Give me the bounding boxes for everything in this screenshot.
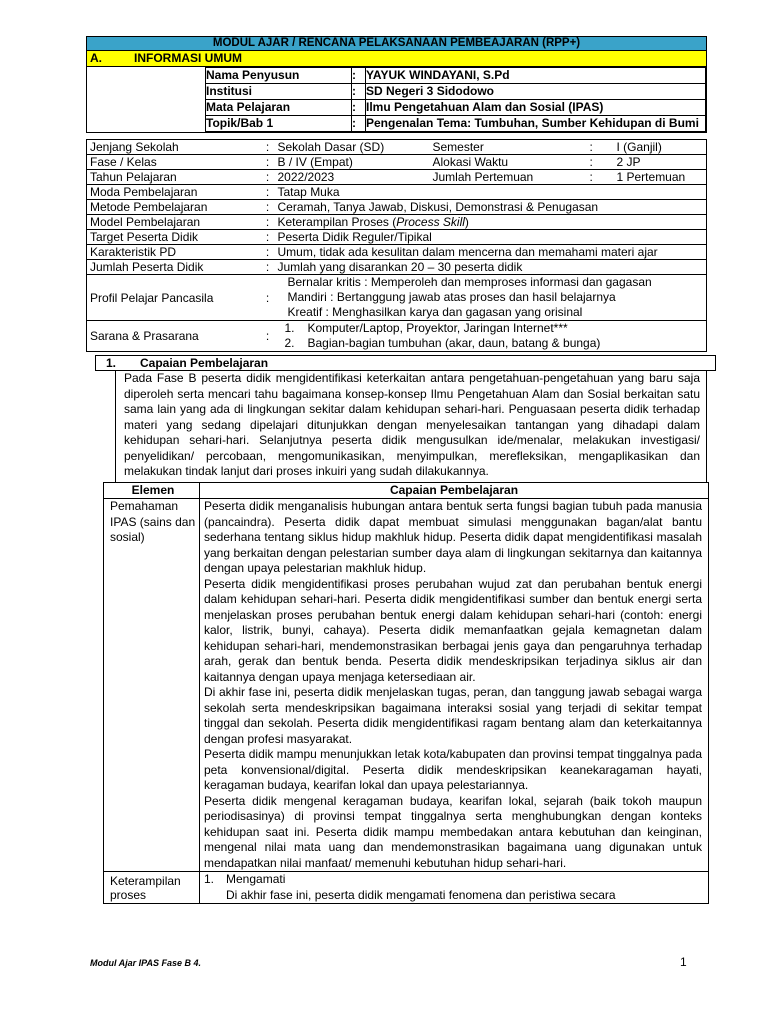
page-number: 1	[680, 955, 687, 969]
capaian-cell: Peserta didik menganalisis hubungan antara bentuk serta fungsi bagian tubuh pada manusia (pancaindra). Peserta didik dapat membuat simulasi menggunakan bagan/alat bantu sederhana tentang siklus hidup makhluk hidup. Peserta didik dapat mengidentifikasi masalah yang berkaitan dengan pelestarian sumber daya alam di lingkungan sekitarnya dan kaitannya dengan upaya pelestarian makhluk hidup. Peserta didik mengidentifikasi proses perubahan wujud zat dan perubahan bentuk energi dalam kehidupan sehari-hari. Peserta didik mengidentifikasi sumber dan bentuk energi serta menjelaskan proses perubahan bentuk energi dalam kehidupan sehari-hari (contoh: energi kalor, listrik, bunyi, cahaya). Peserta didik memanfaatkan gejala kemagnetan dalam kehidupan sehari-hari, mendemonstrasikan berbagai jenis gaya dan pengaruhnya terhadap arah, gerak dan bentuk benda. Peserta didik mendeskripsikan terjadinya siklus air dan kaitannya dengan upaya menjaga ketersediaan air. Di akhir fase ini, peserta didik menjelaskan tugas, peran, dan tanggung jawab sebagai warga sekolah serta mendeskripsikan bagaimana interaksi sosial yang terjadi di sekitar tempat tinggal dan sekolah. Peserta didik mengidentifikasi ragam bentang alam dan keterkaitannya dengan profesi masyarakat. Peserta didik mampu menunjukkan letak kota/kabupaten dan provinsi tempat tinggalnya pada peta konvensional/digital. Peserta didik mendeskripsikan keanekaragaman hayati, keragaman budaya, kearifan lokal dan upaya pelestariannya. Peserta didik mengenal keragaman budaya, kearifan lokal, sejarah (baik tokoh maupun periodisasinya) di provinsi tempat tinggalnya serta menghubungkan dengan konteks kehidupan saat ini. Peserta didik mampu membedakan antara kebutuhan dan keinginan, mengenal nilai mata uang dan mendemonstrasikan bagaimana uang digunakan untuk mendapatkan nilai manfaat/ memenuhi kebutuhan hidup sehari-hari.	[200, 499, 709, 872]
info-row-karakteristik: Karakteristik PD : Umum, tidak ada kesulitan dalam mencerna dan memahami materi ajar	[87, 245, 707, 260]
topic-name: Pengenalan Tema: Tumbuhan, Sumber Kehidupan di Bumi	[366, 116, 706, 132]
info-row-tahun: Tahun Pelajaran : 2022/2023 Jumlah Pertemuan : 1 Pertemuan	[87, 170, 707, 185]
table-row	[104, 499, 709, 872]
info-row-model: Model Pembelajaran : Keterampilan Proses (Process Skill)	[87, 215, 707, 230]
identity-row: Institusi : SD Negeri 3 Sidodowo	[206, 84, 706, 100]
elemen-cell: Pemahaman IPAS (sains dan sosial)	[104, 499, 200, 872]
elemen-cell: Keterampilan proses	[104, 872, 200, 904]
capaian-heading	[95, 355, 716, 371]
info-row-moda: Moda Pembelajaran : Tatap Muka	[87, 185, 707, 200]
table-row	[104, 872, 709, 904]
identity-row: Topik/Bab 1 : Pengenalan Tema: Tumbuhan, Sumber Kehidupan di Bumi	[206, 116, 706, 132]
sarana-item: 2. Bagian-bagian tumbuhan (akar, daun, batang & bunga)	[284, 336, 601, 350]
info-row-sarana: Sarana & Prasarana : 1. Komputer/Laptop, Proyektor, Jaringan Internet*** 2. Bagian-bagian tumbuhan (akar, daun, batang & bunga)	[87, 321, 707, 352]
capaian-cell: 1. Mengamati Di akhir fase ini, peserta didik mengamati fenomena dan peristiwa secara	[200, 872, 709, 904]
info-row-metode: Metode Pembelajaran : Ceramah, Tanya Jawab, Diskusi, Demonstrasi & Penugasan	[87, 200, 707, 215]
column-header-elemen: Elemen	[104, 483, 200, 499]
profil-item: Mandiri : Bertanggung jawab atas proses dan hasil belajarnya	[287, 290, 616, 304]
capaian-number: 1.	[106, 356, 117, 370]
author-name: YAYUK WINDAYANI, S.Pd	[366, 68, 706, 84]
capaian-title: Capaian Pembelajaran	[140, 356, 269, 370]
section-a-heading	[87, 51, 707, 67]
section-a-number: A.	[90, 51, 102, 65]
identity-block	[87, 67, 707, 133]
capaian-paragraph: Pada Fase B peserta didik mengidentifikasi keterkaitan antara pengetahuan-pengetahuan yang baru saja diperoleh serta mencari tahu bagaimana konsep-konsep Ilmu Pengetahuan Alam dan Sosial berkaitan satu sama lain yang ada di lingkungan sekitar dalam kehidupan sehari-hari. Penguasaan peserta didik terhadap materi yang sedang dipelajari ditunjukkan dengan menyelesaikan tantangan yang dihadapi dalam kehidupan sehari-hari. Selanjutnya peserta didik mengusulkan ide/menalar, melakukan investigasi/ penyelidikan/ percobaan, mengomunikasikan, menyimpulkan, merefleksikan, mengaplikasikan dan melakukan tindak lanjut dari proses inkuiri yang sudah dilakukannya.	[115, 371, 707, 483]
document-title: MODUL AJAR / RENCANA PELAKSANAAN PEMBEAJARAN (RPP+)	[87, 37, 707, 51]
column-header-capaian: Capaian Pembelajaran	[200, 483, 709, 499]
info-row-fase: Fase / Kelas : B / IV (Empat) Alokasi Waktu : 2 JP	[87, 155, 707, 170]
profil-item: Bernalar kritis : Memperoleh dan memproses informasi dan gagasan	[287, 275, 652, 289]
info-row-profil: Profil Pelajar Pancasila : Bernalar kritis : Memperoleh dan memproses informasi dan gagasan Mandiri : Bertanggung jawab atas proses dan hasil belajarnya Kreatif : Menghasilkan karya dan gagasan yang orisinal	[87, 275, 707, 321]
header-table	[86, 36, 707, 133]
info-row-target: Target Peserta Didik : Peserta Didik Reguler/Tipikal	[87, 230, 707, 245]
identity-row: Mata Pelajaran : Ilmu Pengetahuan Alam dan Sosial (IPAS)	[206, 100, 706, 116]
sarana-item: 1. Komputer/Laptop, Proyektor, Jaringan Internet***	[284, 321, 568, 335]
footer-text: Modul Ajar IPAS Fase B 4.	[90, 958, 202, 968]
subject-name: Ilmu Pengetahuan Alam dan Sosial (IPAS)	[366, 100, 706, 116]
institution-name: SD Negeri 3 Sidodowo	[366, 84, 706, 100]
general-info-table	[86, 139, 707, 352]
info-row-jumlah: Jumlah Peserta Didik : Jumlah yang disarankan 20 – 30 peserta didik	[87, 260, 707, 275]
elemen-table	[103, 482, 709, 904]
info-row-jenjang: Jenjang Sekolah : Sekolah Dasar (SD) Semester : I (Ganjil)	[87, 140, 707, 155]
section-a-label: INFORMASI UMUM	[134, 51, 242, 65]
identity-row: Nama Penyusun : YAYUK WINDAYANI, S.Pd	[206, 68, 706, 84]
profil-item: Kreatif : Menghasilkan karya dan gagasan yang orisinal	[287, 305, 583, 319]
